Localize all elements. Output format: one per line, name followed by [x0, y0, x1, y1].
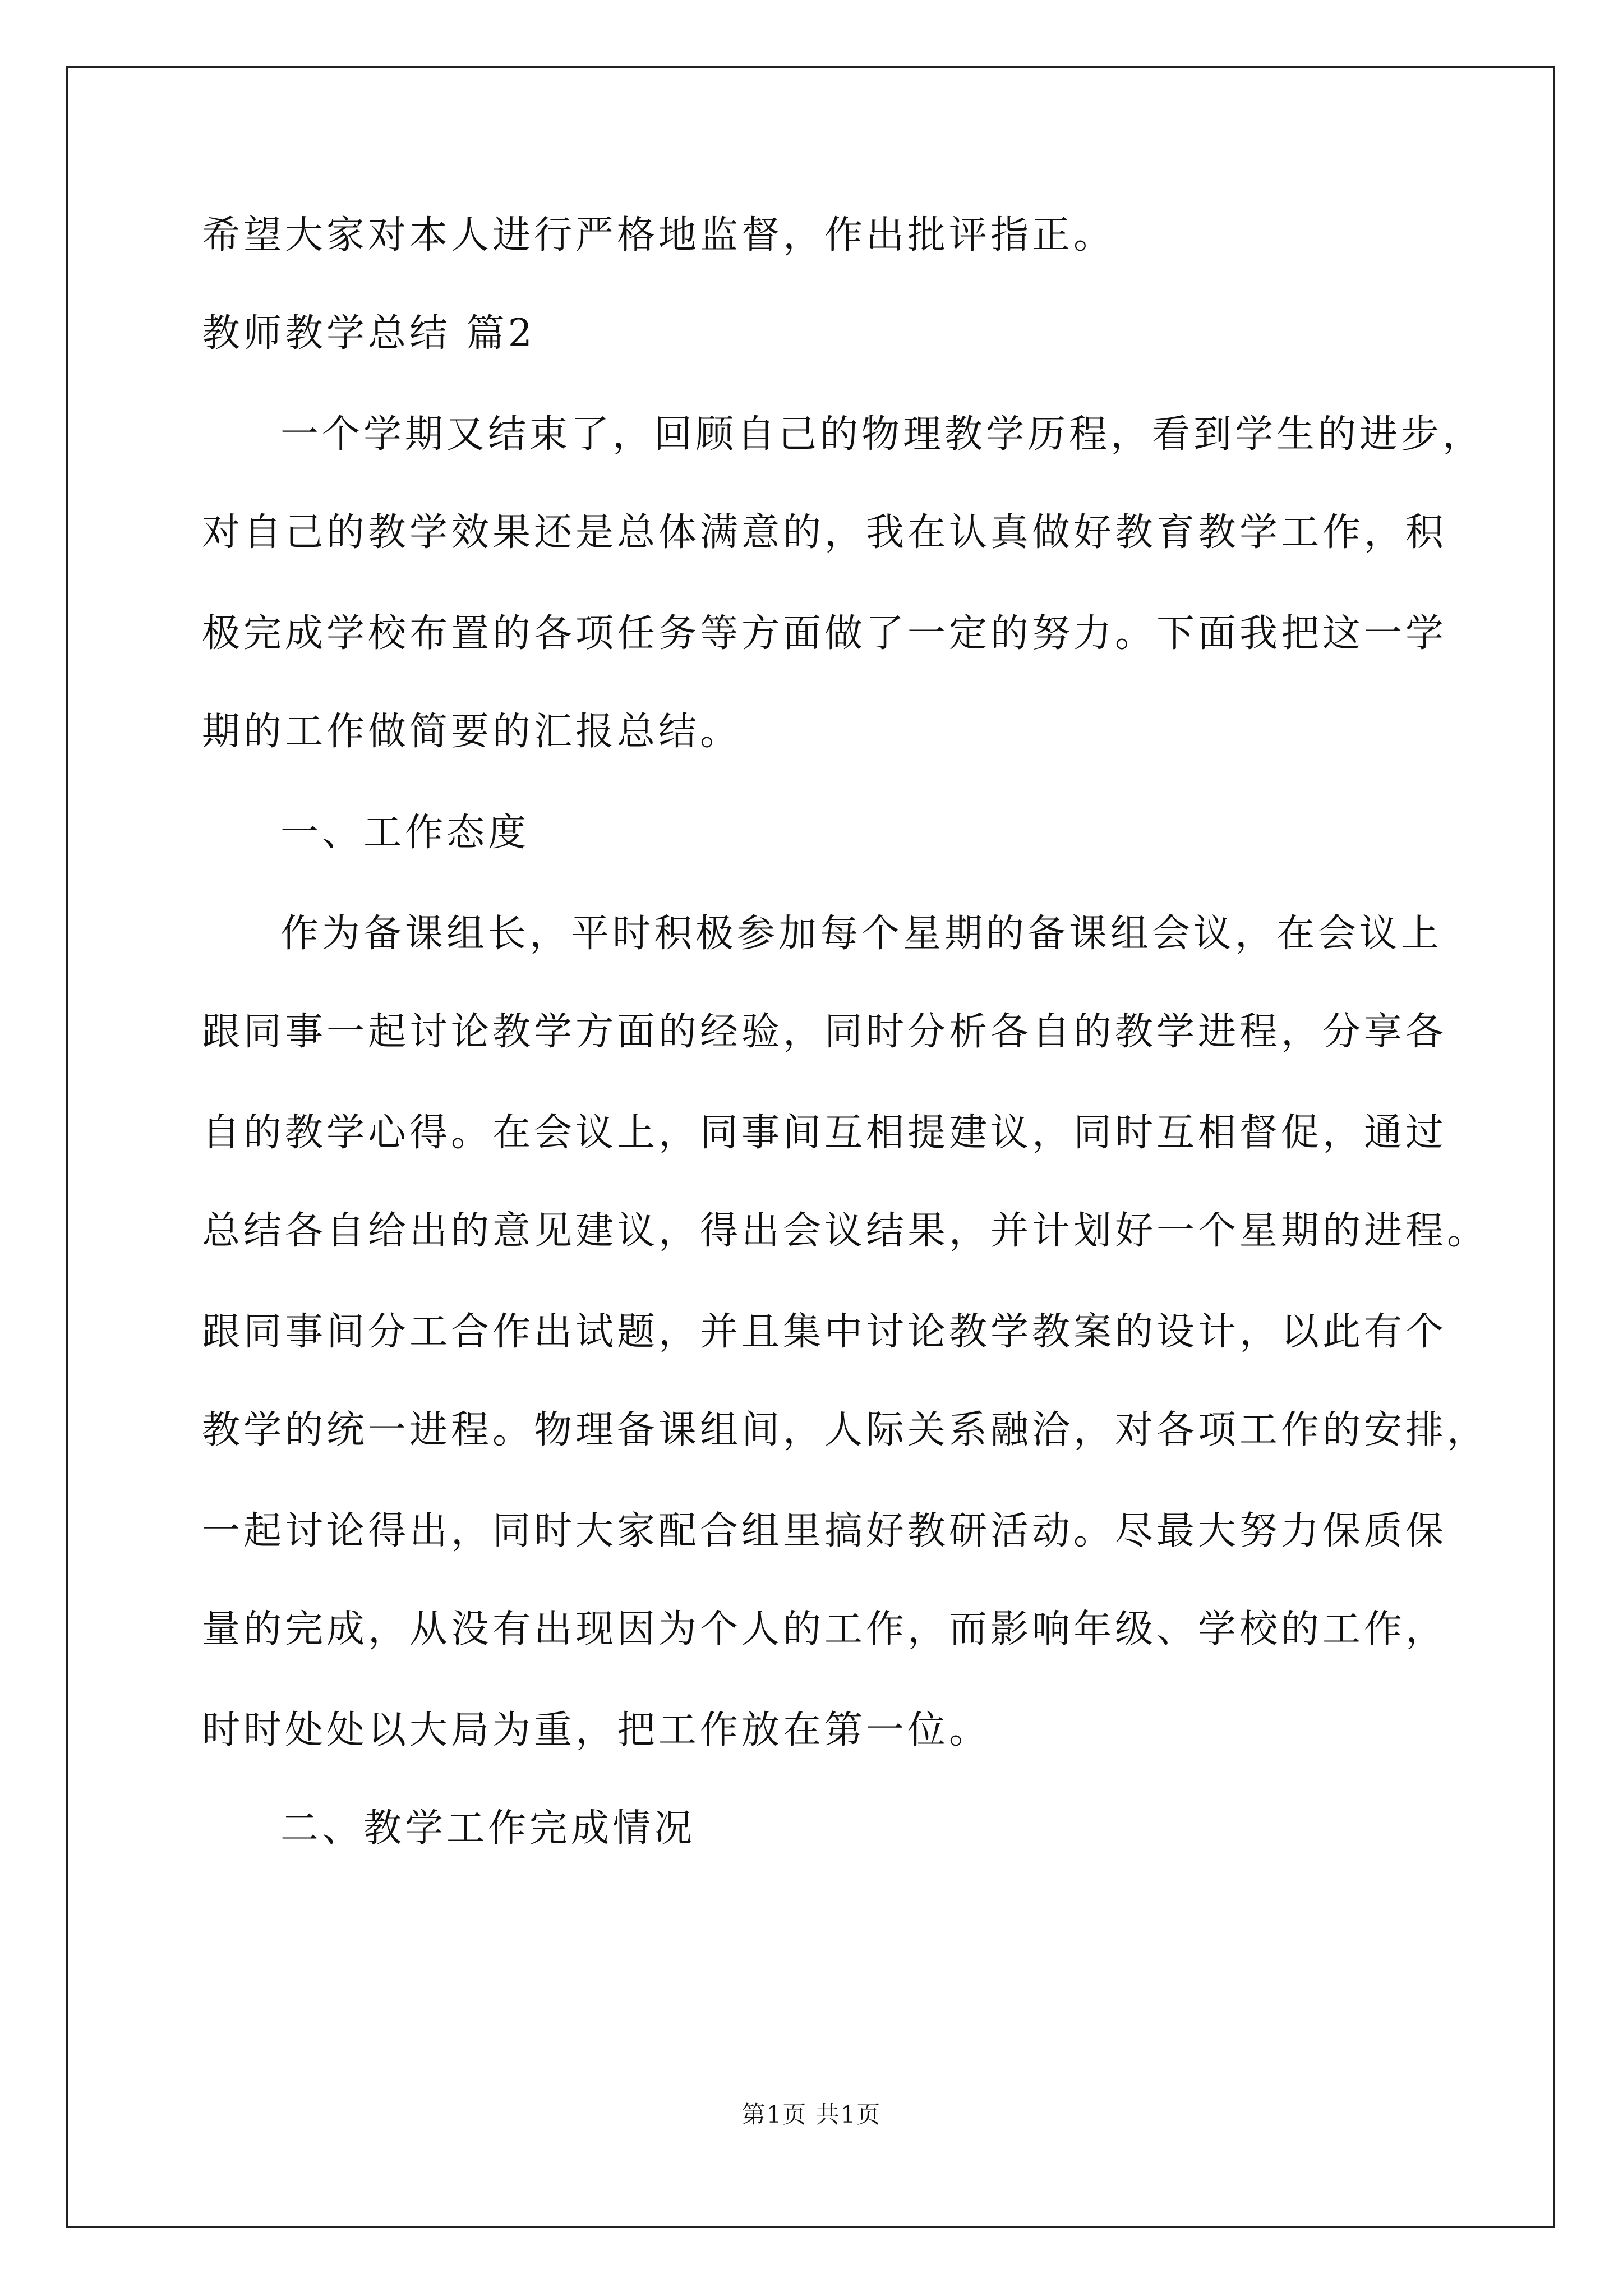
- intro-line: 期的工作做简要的汇报总结。: [202, 710, 742, 754]
- page-number-footer: 第1页 共1页: [741, 2101, 882, 2128]
- work-attitude-line: 总结各自给出的意见建议，得出会议结果，并计划好一个星期的进程。: [202, 1209, 1489, 1253]
- work-attitude-line: 时时处处以大局为重，把工作放在第一位。: [202, 1708, 991, 1752]
- work-attitude-line: 教学的统一进程。物理备课组间，人际关系融洽，对各项工作的安排，: [202, 1408, 1489, 1452]
- intro-line: 一个学期又结束了，回顾自己的物理教学历程，看到学生的进步，: [280, 412, 1484, 457]
- work-attitude-line: 跟同事间分工合作出试题，并且集中讨论教学教案的设计，以此有个: [202, 1310, 1447, 1354]
- subheading-work-attitude: 一、工作态度: [280, 811, 530, 855]
- work-attitude-line: 跟同事一起讨论教学方面的经验，同时分析各自的教学进程，分享各: [202, 1010, 1447, 1054]
- subheading-teaching-completion: 二、教学工作完成情况: [280, 1806, 696, 1851]
- work-attitude-line: 作为备课组长，平时积极参加每个星期的备课组会议，在会议上: [280, 912, 1443, 956]
- work-attitude-line: 量的完成，从没有出现因为个人的工作，而影响年级、学校的工作，: [202, 1607, 1447, 1651]
- section-heading: 教师教学总结 篇2: [202, 311, 536, 356]
- intro-line: 极完成学校布置的各项任务等方面做了一定的努力。下面我把这一学: [202, 611, 1447, 656]
- work-attitude-line: 自的教学心得。在会议上，同事间互相提建议，同时互相督促，通过: [202, 1111, 1447, 1155]
- work-attitude-line: 一起讨论得出，同时大家配合组里搞好教研活动。尽最大努力保质保: [202, 1509, 1447, 1553]
- intro-line: 对自己的教学效果还是总体满意的，我在认真做好教育教学工作，积: [202, 510, 1447, 555]
- paragraph-continuation: 希望大家对本人进行严格地监督，作出批评指正。: [202, 213, 1115, 257]
